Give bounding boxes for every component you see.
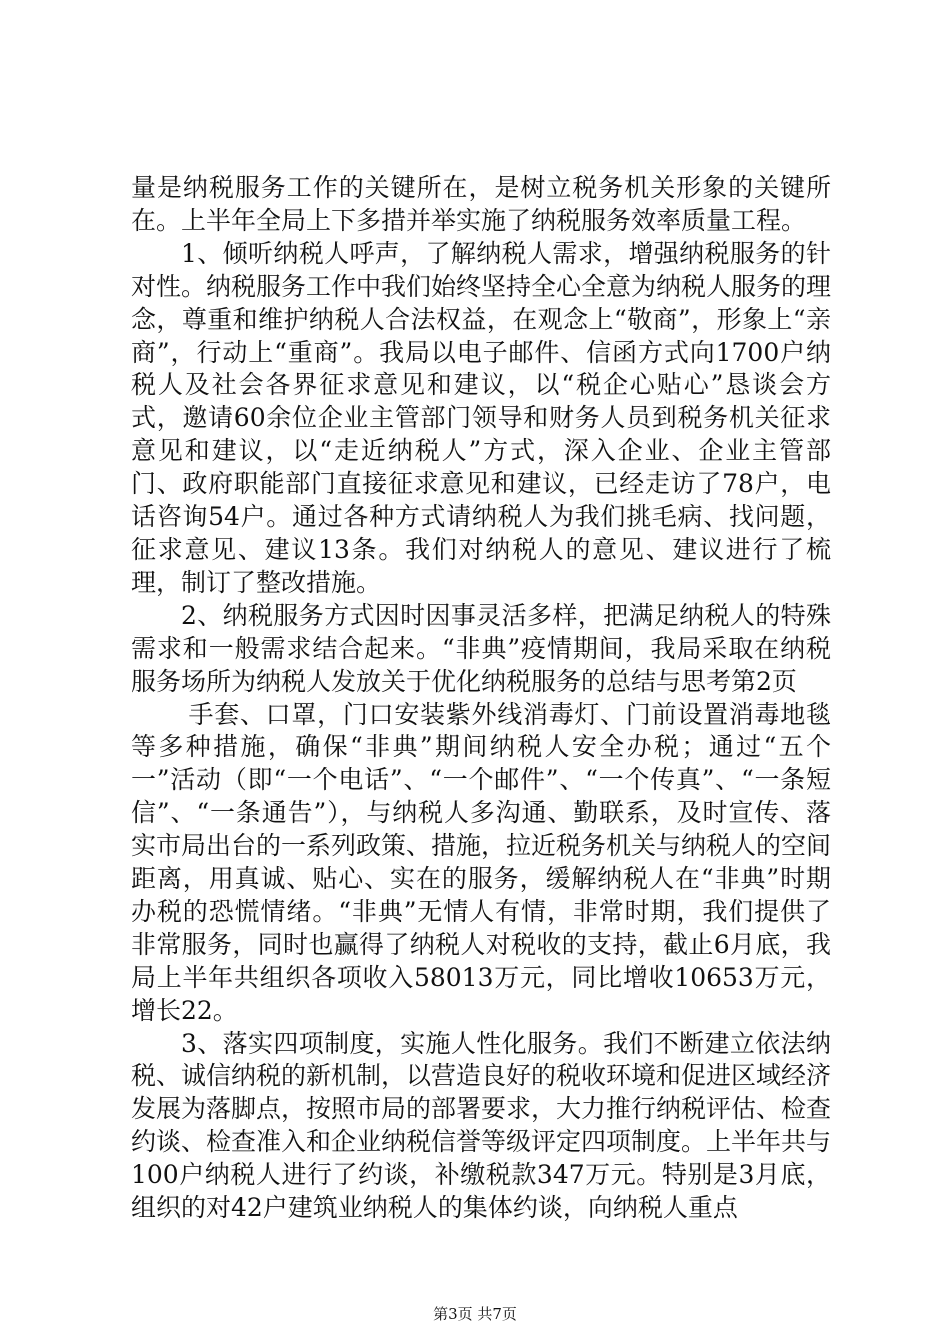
paragraph-item-3: 3、落实四项制度，实施人性化服务。我们不断建立依法纳税、诚信纳税的新机制，以营造良好的税收环境和促进区域经济发展为落脚点，按照市局的部署要求，大力推行纳税评估、检查约谈、检查准入和企业纳税信誉等级评定四项制度。上半年共与100户纳税人进行了约谈，补缴税款347万元。特别是3月底，组织的对42户建筑业纳税人的集体约谈，向纳税人重点 (131, 1028, 832, 1223)
paragraph-item-2-continued: 手套、口罩，门口安装紫外线消毒灯、门前设置消毒地毯等多种措施，确保“非典”期间纳税人安全办税；通过“五个一”活动（即“一个电话”、“一个邮件”、“一个传真”、“一条短信”、“一条通告”），与纳税人多沟通、勤联系，及时宣传、落实市局出台的一系列政策、措施，拉近税务机关与纳税人的空间距离，用真诚、贴心、实在的服务，缓解纳税人在“非典”时期办税的恐慌情绪。“非典”无情人有情，非常时期，我们提供了非常服务，同时也赢得了纳税人对税收的支持，截止6月底，我局上半年共组织各项收入58013万元，同比增收10653万元，增长22。 (131, 699, 832, 1025)
paragraph-continuation: 量是纳税服务工作的关键所在，是树立税务机关形象的关键所在。上半年全局上下多措并举实施了纳税服务效率质量工程。 (131, 173, 831, 235)
paragraph-item-1: 1、倾听纳税人呼声，了解纳税人需求，增强纳税服务的针对性。纳税服务工作中我们始终坚持全心全意为纳税人服务的理念，尊重和维护纳税人合法权益，在观念上“敬商”，形象上“亲商”，行动上“重商”。我局以电子邮件、信函方式向1700户纳税人及社会各界征求意见和建议，以“税企心贴心”恳谈会方式，邀请60余位企业主管部门领导和财务人员到税务机关征求意见和建议，以“走近纳税人”方式，深入企业、企业主管部门、政府职能部门直接征求意见和建议，已经走访了78户，电话咨询54户。通过各种方式请纳税人为我们挑毛病、找问题，征求意见、建议13条。我们对纳税人的意见、建议进行了梳理，制订了整改措施。 (131, 238, 832, 597)
document-body (131, 172, 831, 1225)
page-footer: 第3页 共7页 (433, 1305, 517, 1323)
paragraph-item-2: 2、纳税服务方式因时因事灵活多样，把满足纳税人的特殊需求和一般需求结合起来。“非典”疫情期间，我局采取在纳税服务场所为纳税人发放关于优化纳税服务的总结与思考第2页 (131, 600, 831, 696)
